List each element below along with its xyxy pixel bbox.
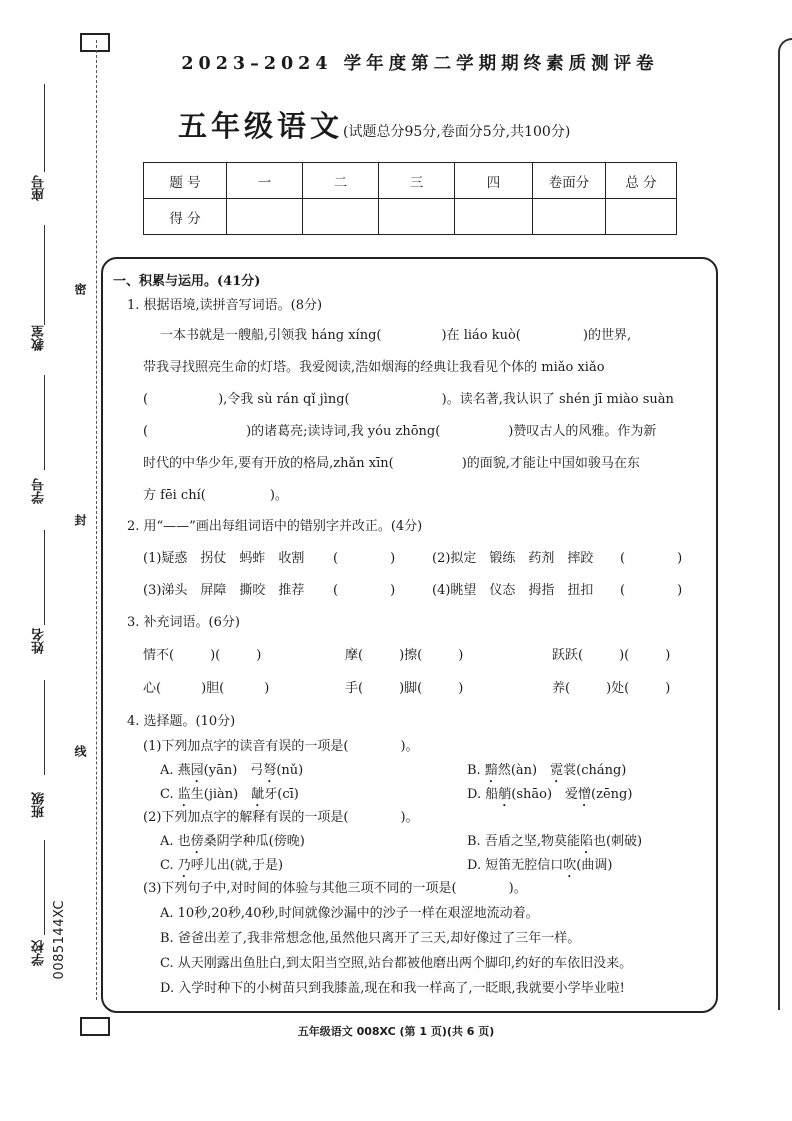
registration-mark-top bbox=[80, 33, 110, 52]
q4-title: 4. 选择题。(10分) bbox=[127, 714, 236, 729]
seal-char-feng: 封 bbox=[73, 514, 87, 526]
q1-line6: 方 fēi chí( )。 bbox=[143, 488, 288, 503]
score-table bbox=[143, 162, 677, 235]
school-label: 学校 bbox=[32, 940, 47, 966]
q1-title: 1. 根据语境,读拼音写词语。(8分) bbox=[127, 298, 323, 313]
seal-char-xian: 线 bbox=[73, 745, 87, 757]
q3-word-5: 手( )脚( ) bbox=[345, 681, 464, 696]
q2-item: (1)疑惑 拐仗 蚂蚱 收割 bbox=[143, 551, 305, 566]
q4-sub2-option-a[interactable]: A. 也傍桑阴学种瓜(傍晚) bbox=[160, 834, 305, 849]
score-cell[interactable] bbox=[533, 199, 606, 235]
q2-answer[interactable]: ( ) bbox=[620, 551, 683, 566]
section1-title: 一、积累与运用。(41分) bbox=[113, 274, 261, 289]
class-line bbox=[44, 680, 45, 775]
next-page-edge bbox=[778, 38, 792, 1010]
score-cell[interactable] bbox=[227, 199, 303, 235]
exam-title: 2023–2024 学年度第二学期期终素质测评卷 bbox=[181, 54, 659, 74]
q1-line1: 一本书就是一艘船,引领我 háng xíng( )在 liáo kuò( )的世界, bbox=[160, 328, 632, 343]
classroom-label: 教室 bbox=[32, 325, 47, 351]
q4-sub2-option-c[interactable]: C. 乃呼儿出(就,于是) bbox=[160, 858, 284, 873]
binding-dashed-line bbox=[96, 40, 97, 1000]
q4-sub2-question: (2)下列加点字的解释有误的一项是( )。 bbox=[143, 810, 419, 825]
paper-code-vertical: 0085144XC bbox=[52, 900, 67, 980]
score-header-cell: 一 bbox=[227, 163, 303, 199]
subject-heading bbox=[178, 104, 570, 145]
q3-word-4: 心( )胆( ) bbox=[143, 681, 270, 696]
subject-name: 五年级语文 bbox=[178, 109, 344, 143]
score-header-cell: 二 bbox=[303, 163, 379, 199]
q3-title: 3. 补充词语。(6分) bbox=[127, 615, 240, 630]
q2-item: (3)涕头 屏障 撕咬 推荐 bbox=[143, 583, 305, 598]
seal-char-mi: 密 bbox=[73, 283, 87, 295]
score-header-cell: 总 分 bbox=[606, 163, 677, 199]
score-row-label: 得 分 bbox=[144, 199, 227, 235]
q2-title: 2. 用“——”画出每组词语中的错别字并改正。(4分) bbox=[127, 519, 423, 534]
q1-line5: 时代的中华少年,要有开放的格局,zhǎn xīn( )的面貌,才能让中国如骏马在东 bbox=[143, 456, 640, 471]
q3-word-3: 跃跃( )( ) bbox=[552, 648, 671, 663]
q3-word-2: 摩( )擦( ) bbox=[345, 648, 464, 663]
q1-line2: 带我寻找照亮生命的灯塔。我爱阅读,浩如烟海的经典让我看见个体的 miǎo xiǎo bbox=[143, 360, 605, 375]
classroom-line bbox=[44, 225, 45, 325]
score-cell[interactable] bbox=[455, 199, 533, 235]
name-line bbox=[44, 530, 45, 625]
q4-sub1-question: (1)下列加点字的读音有误的一项是( )。 bbox=[143, 739, 419, 754]
seat-number-line bbox=[44, 84, 45, 172]
q4-sub2-option-d[interactable]: D. 短笛无腔信口吹(曲调) bbox=[467, 858, 613, 873]
q4-sub1-option-d[interactable]: D. 船艄(shāo) 爱憎(zēng) bbox=[467, 787, 633, 802]
q4-sub3-option-c[interactable]: C. 从天刚露出鱼肚白,到太阳当空照,站台都被他磨出两个脚印,约好的车依旧没来。 bbox=[160, 956, 633, 971]
q4-sub3-option-b[interactable]: B. 爸爸出差了,我非常想念他,虽然他只离开了三天,却好像过了三年一样。 bbox=[160, 931, 581, 946]
score-header-cell: 题 号 bbox=[144, 163, 227, 199]
q3-word-6: 养( )处( ) bbox=[552, 681, 671, 696]
q1-line4: ( )的诸葛亮;读诗词,我 yóu zhōng( )赞叹古人的风雅。作为新 bbox=[143, 424, 657, 439]
q2-item: (2)拟定 锻练 药剂 摔跤 bbox=[432, 551, 594, 566]
q2-answer[interactable]: ( ) bbox=[333, 551, 396, 566]
seat-number-label: 座号 bbox=[32, 175, 47, 201]
score-cell[interactable] bbox=[606, 199, 677, 235]
score-note: (试题总分95分,卷面分5分,共100分) bbox=[343, 124, 571, 140]
class-label: 班级 bbox=[32, 792, 47, 818]
student-id-line bbox=[44, 375, 45, 470]
q2-answer[interactable]: ( ) bbox=[620, 583, 683, 598]
q4-sub1-option-a[interactable]: A. 燕园(yān) 弓弩(nǔ) bbox=[160, 763, 304, 778]
q4-sub3-option-d[interactable]: D. 入学时种下的小树苗只到我膝盖,现在和我一样高了,一眨眼,我就要小学毕业啦! bbox=[160, 981, 625, 996]
score-cell[interactable] bbox=[379, 199, 455, 235]
q4-sub2-option-b[interactable]: B. 吾盾之坚,物莫能陷也(刺破) bbox=[467, 834, 643, 849]
q2-answer[interactable]: ( ) bbox=[333, 583, 396, 598]
q4-sub1-option-c[interactable]: C. 监生(jiàn) 龇牙(cī) bbox=[160, 787, 299, 802]
score-header-cell: 卷面分 bbox=[533, 163, 606, 199]
score-header-cell: 三 bbox=[379, 163, 455, 199]
score-header-cell: 四 bbox=[455, 163, 533, 199]
score-cell[interactable] bbox=[303, 199, 379, 235]
q4-sub3-question: (3)下列句子中,对时间的体验与其他三项不同的一项是( )。 bbox=[143, 881, 527, 896]
q3-word-1: 情不( )( ) bbox=[143, 648, 262, 663]
name-label: 姓名 bbox=[32, 628, 47, 654]
page-footer: 五年级语文 008XC (第 1 页)(共 6 页) bbox=[297, 1025, 495, 1038]
q4-sub3-option-a[interactable]: A. 10秒,20秒,40秒,时间就像沙漏中的沙子一样在艰涩地流动着。 bbox=[160, 906, 539, 921]
student-id-label: 学号 bbox=[32, 478, 47, 504]
school-line bbox=[44, 840, 45, 935]
q4-sub1-option-b[interactable]: B. 黯然(àn) 霓裳(cháng) bbox=[467, 763, 627, 778]
q2-item: (4)眺望 仪态 拇指 扭扣 bbox=[432, 583, 594, 598]
q1-line3: ( ),令我 sù rán qǐ jìng( )。读名著,我认识了 shén jī miào suàn bbox=[143, 392, 674, 407]
